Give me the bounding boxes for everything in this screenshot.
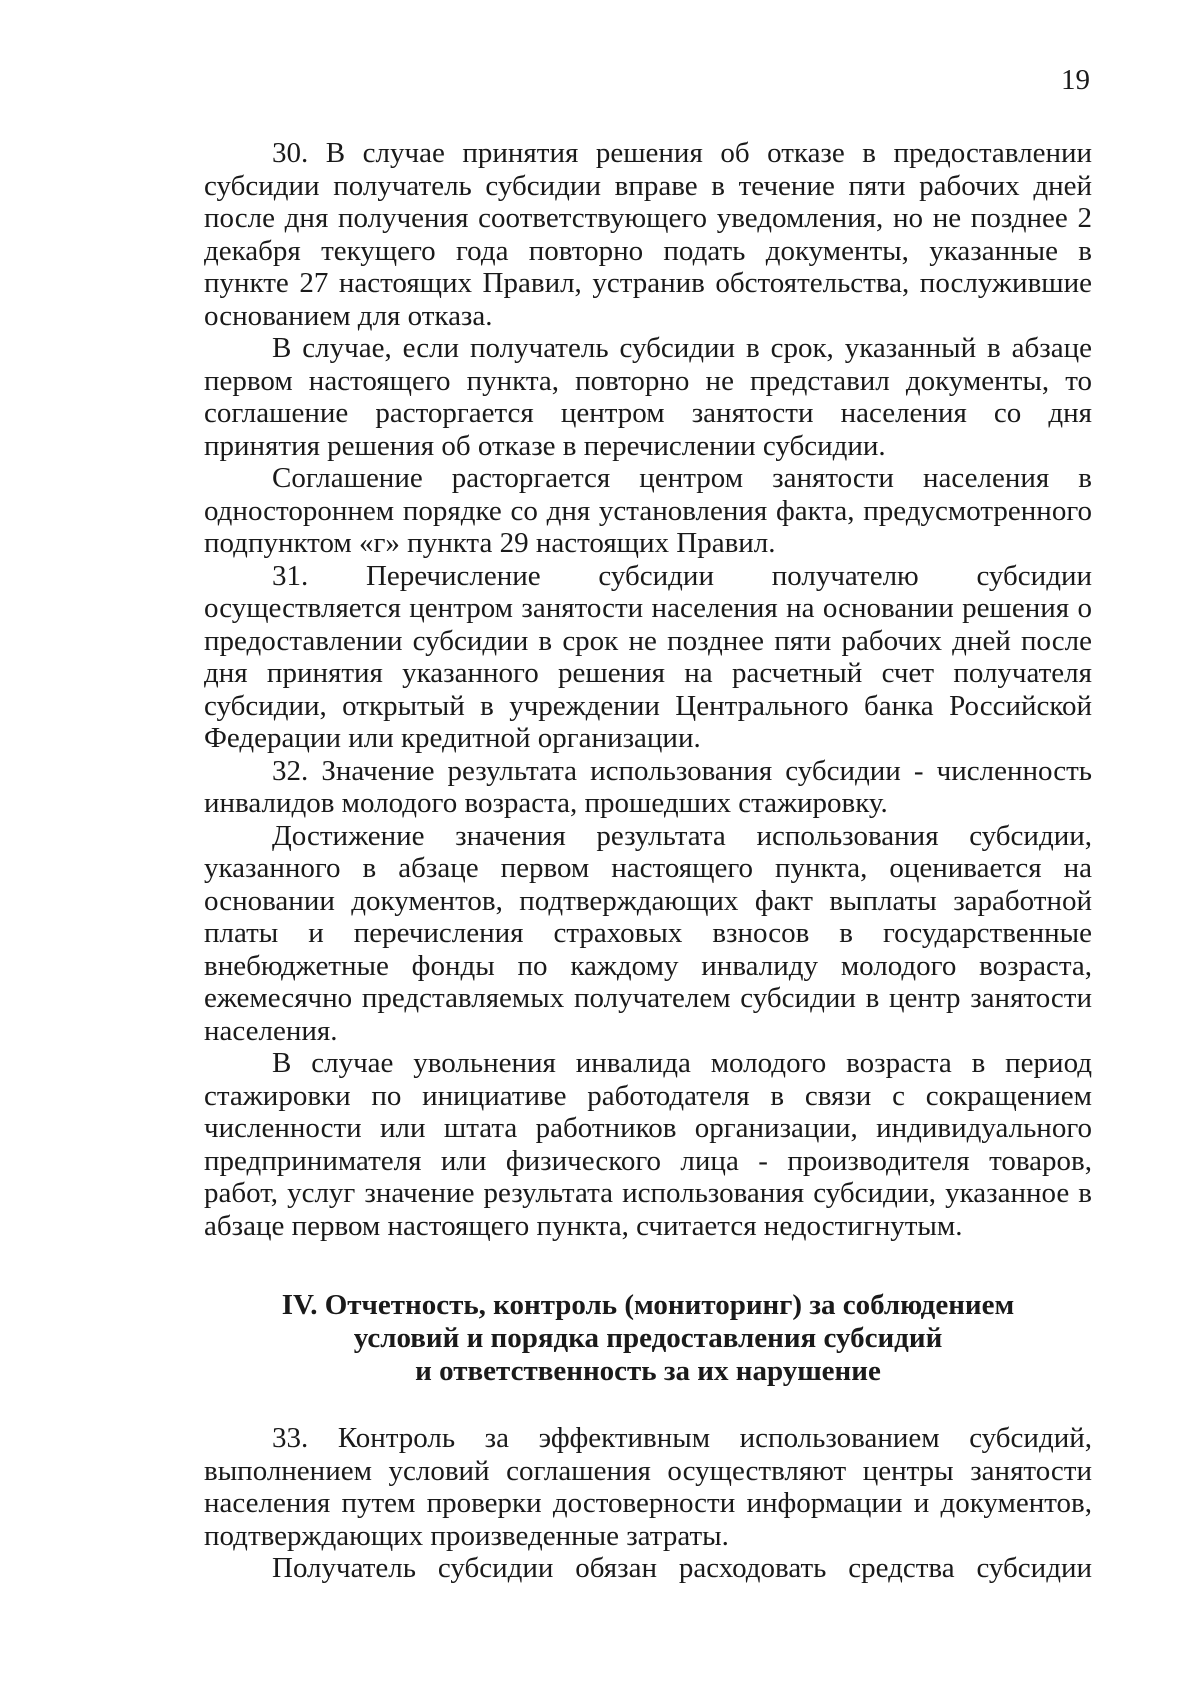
paragraph-30: 30. В случае принятия решения об отказе в предоставлении субсидии получатель субсидии вправе в течение пяти рабочих дней после дня получения соответствующего уведомления, но не позднее 2 декабря текущего года повторно подать документы, указанные в пункте 27 настоящих Правил, устранив обстоятельства, послужившие основанием для отказа.	[204, 137, 1092, 332]
paragraph-33-second: Получатель субсидии обязан расходовать средства субсидии	[272, 1552, 1092, 1584]
paragraph-33: 33. Контроль за эффективным использованием субсидий, выполнением условий соглашения осуществляют центры занятости населения путем проверки достоверности информации и документов, подтверждающих произведенные затраты.	[204, 1422, 1092, 1552]
document-body-top	[204, 137, 1092, 1242]
section-heading-line: и ответственность за их нарушение	[415, 1355, 881, 1387]
page-number: 19	[1061, 64, 1090, 96]
paragraph-31: 31. Перечисление субсидии получателю субсидии осуществляется центром занятости населения на основании решения о предоставлении субсидии в срок не позднее пяти рабочих дней после дня принятия указанного решения на расчетный счет получателя субсидии, открытый в учреждении Центрального банка Российской Федерации или кредитной организации.	[204, 559, 1092, 754]
section-heading	[204, 1289, 1092, 1388]
paragraph-32-third: В случае увольнения инвалида молодого возраста в период стажировки по инициативе работодателя в связи с сокращением численности или штата работников организации, индивидуального предпринимателя или физического лица - производителя товаров, работ, услуг значение результата использования субсидии, указанное в абзаце первом настоящего пункта, считается недостигнутым.	[204, 1047, 1092, 1242]
paragraph-32: 32. Значение результата использования субсидии - численность инвалидов молодого возраста, прошедших стажировку.	[204, 754, 1092, 819]
paragraph-32-second: Достижение значения результата использования субсидии, указанного в абзаце первом настоящего пункта, оценивается на основании документов, подтверждающих факт выплаты заработной платы и перечисления страховых взносов в государственные внебюджетные фонды по каждому инвалиду молодого возраста, ежемесячно представляемых получателем субсидии в центр занятости населения.	[204, 819, 1092, 1047]
section-heading-line: IV. Отчетность, контроль (мониторинг) за соблюдением	[281, 1289, 1015, 1321]
document-body-bottom	[204, 1422, 1092, 1585]
section-heading-line: условий и порядка предоставления субсидий	[353, 1322, 943, 1354]
paragraph-30-third: Соглашение расторгается центром занятости населения в одностороннем порядке со дня установления факта, предусмотренного подпунктом «г» пункта 29 настоящих Правил.	[204, 462, 1092, 559]
paragraph-30-second: В случае, если получатель субсидии в срок, указанный в абзаце первом настоящего пункта, повторно не представил документы, то соглашение расторгается центром занятости населения со дня принятия решения об отказе в перечислении субсидии.	[204, 332, 1092, 462]
